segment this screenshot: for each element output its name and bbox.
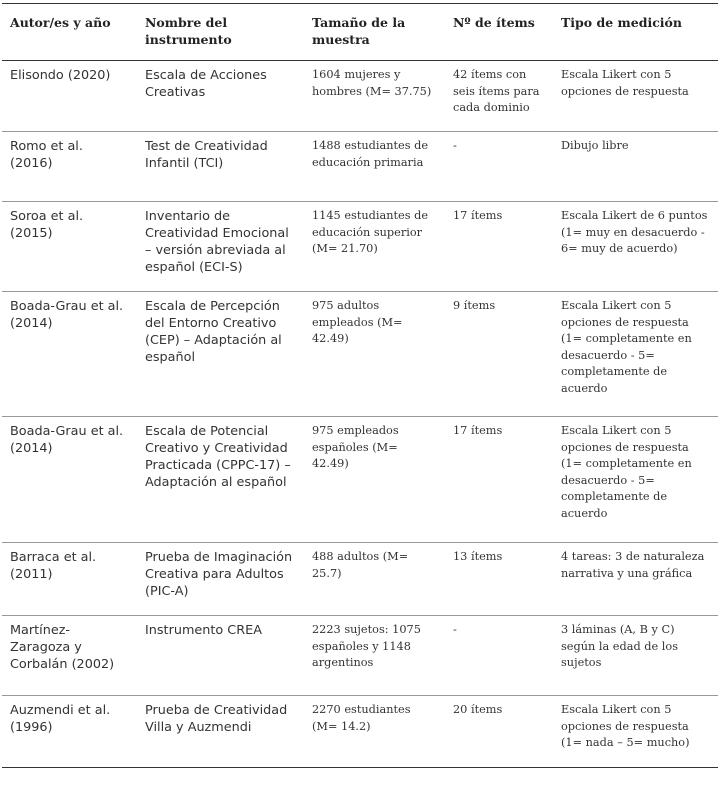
- cell-measurement: 3 láminas (A, B y C) según la edad de los sujetos: [553, 616, 718, 696]
- header-author: Autor/es y año: [2, 4, 137, 61]
- header-sample: Tamaño de la muestra: [304, 4, 445, 61]
- header-row: [2, 4, 718, 61]
- cell-instrument: Prueba de Imaginación Creativa para Adultos (PIC-A): [137, 543, 304, 616]
- cell-author: Martínez-Zaragoza y Corbalán (2002): [2, 616, 137, 696]
- instruments-table: [2, 3, 718, 768]
- cell-measurement: Escala Likert con 5 opciones de respuesta: [553, 61, 718, 132]
- cell-sample: 2270 estudiantes (M= 14.2): [304, 696, 445, 768]
- cell-instrument: Test de Creatividad Infantil (TCI): [137, 132, 304, 202]
- cell-items: 13 ítems: [445, 543, 553, 616]
- cell-author: Soroa et al. (2015): [2, 202, 137, 292]
- cell-sample: 488 adultos (M= 25.7): [304, 543, 445, 616]
- cell-measurement: 4 tareas: 3 de naturaleza narrativa y una gráfica: [553, 543, 718, 616]
- cell-sample: 2223 sujetos: 1075 españoles y 1148 argentinos: [304, 616, 445, 696]
- cell-items: 42 ítems con seis ítems para cada dominio: [445, 61, 553, 132]
- cell-author: Elisondo (2020): [2, 61, 137, 132]
- cell-measurement: Escala Likert con 5 opciones de respuesta (1= completamente en desacuerdo - 5= completamente de acuerdo: [553, 417, 718, 543]
- cell-sample: 1145 estudiantes de educación superior (M= 21.70): [304, 202, 445, 292]
- cell-instrument: Inventario de Creatividad Emocional – versión abreviada al español (ECI-S): [137, 202, 304, 292]
- table-row: [2, 696, 718, 768]
- table-row: [2, 292, 718, 417]
- cell-author: Romo et al. (2016): [2, 132, 137, 202]
- table-row: [2, 61, 718, 132]
- cell-sample: 975 adultos empleados (M= 42.49): [304, 292, 445, 417]
- cell-instrument: Instrumento CREA: [137, 616, 304, 696]
- cell-items: 17 ítems: [445, 417, 553, 543]
- cell-items: -: [445, 132, 553, 202]
- cell-sample: 1488 estudiantes de educación primaria: [304, 132, 445, 202]
- cell-sample: 975 empleados españoles (M= 42.49): [304, 417, 445, 543]
- header-items: Nº de ítems: [445, 4, 553, 61]
- cell-instrument: Escala de Percepción del Entorno Creativo (CEP) – Adaptación al español: [137, 292, 304, 417]
- table-row: [2, 417, 718, 543]
- cell-measurement: Escala Likert de 6 puntos (1= muy en desacuerdo - 6= muy de acuerdo): [553, 202, 718, 292]
- cell-measurement: Escala Likert con 5 opciones de respuesta (1= completamente en desacuerdo - 5= completamente de acuerdo: [553, 292, 718, 417]
- cell-items: 17 ítems: [445, 202, 553, 292]
- cell-items: -: [445, 616, 553, 696]
- table-row: [2, 543, 718, 616]
- cell-instrument: Prueba de Creatividad Villa y Auzmendi: [137, 696, 304, 768]
- table-row: [2, 616, 718, 696]
- cell-instrument: Escala de Potencial Creativo y Creatividad Practicada (CPPC-17) – Adaptación al español: [137, 417, 304, 543]
- cell-items: 9 ítems: [445, 292, 553, 417]
- cell-measurement: Dibujo libre: [553, 132, 718, 202]
- cell-author: Boada-Grau et al. (2014): [2, 417, 137, 543]
- table-row: [2, 132, 718, 202]
- cell-items: 20 ítems: [445, 696, 553, 768]
- header-measurement: Tipo de medición: [553, 4, 718, 61]
- header-instrument: Nombre del instrumento: [137, 4, 304, 61]
- cell-author: Auzmendi et al. (1996): [2, 696, 137, 768]
- cell-measurement: Escala Likert con 5 opciones de respuesta (1= nada – 5= mucho): [553, 696, 718, 768]
- cell-author: Boada-Grau et al. (2014): [2, 292, 137, 417]
- cell-author: Barraca et al. (2011): [2, 543, 137, 616]
- table-row: [2, 202, 718, 292]
- cell-instrument: Escala de Acciones Creativas: [137, 61, 304, 132]
- cell-sample: 1604 mujeres y hombres (M= 37.75): [304, 61, 445, 132]
